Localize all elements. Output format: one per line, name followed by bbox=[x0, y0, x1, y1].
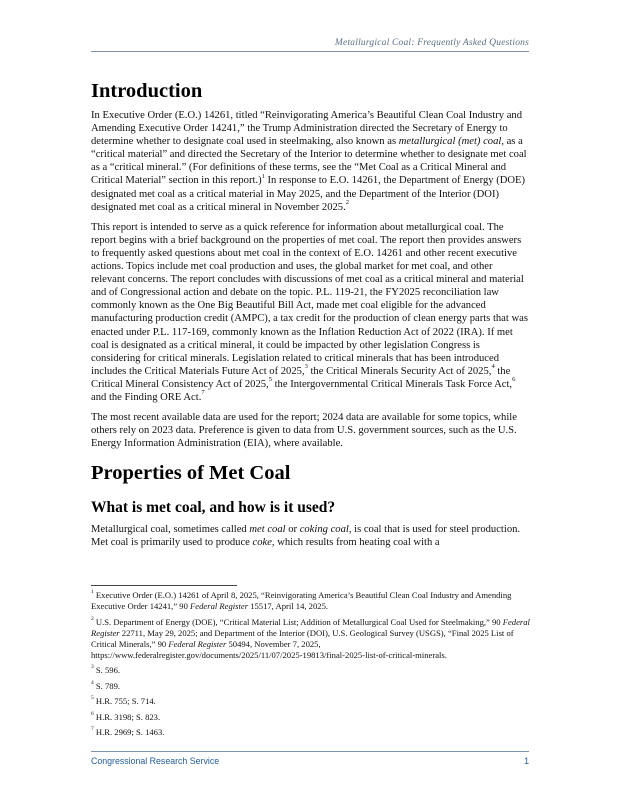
footnote-3: $^3$ S. 596. bbox=[91, 664, 121, 675]
footnote-ref-6[interactable]: 6 bbox=[512, 376, 516, 384]
intro-paragraph-1: In Executive Order (E.O.) 14261, titled “Reinvigorating America’s Beautiful Clean Coal Industry and Amending Executive Order 14241,” the Trump Administration directed the Secretary of Energy to determine whether to designate coal used in steelmaking, also known as metallurgical (met) coal, as a “critical material” and directed the Secretary of the Interior to determine whether to designate met coal as a “critical mineral.” (For definitions of these terms, see the “Met Coal as a Critical Mineral and Critical Material” section in this report.)$^1$ In response to E.O. 14261, the Department of Energy (DOE) designated met coal as a critical material in May 2025, and the Department of the Interior (DOI) designated met coal as a critical mineral in November 2025.$^2$ bbox=[91, 110, 527, 213]
footer-divider bbox=[91, 751, 529, 752]
footnote-ref-1[interactable]: 1 bbox=[261, 172, 265, 180]
footer-source: Congressional Research Service bbox=[91, 756, 220, 766]
footnote-ref-5[interactable]: 5 bbox=[268, 376, 272, 384]
footnote-7: $^7$ H.R. 2969; S. 1463. bbox=[91, 726, 165, 737]
footnote-2: $^2$ U.S. Department of Energy (DOE), “Critical Material List; Addition of Metallurgical Coal Used for Steelmaking,” 90 Federal Register 22711, May 29, 2025; and Department of the Interior (DOI), U.S. Geological Survey (USGS), “Final 2025 List of Critical Minerals,” 90 Federal Register 50494, November 7, 2025, https://www.federalregister.gov/documents/2025/11/07/2025-19813/final-2025-list-of-critical-minerals. bbox=[91, 615, 530, 660]
intro-paragraph-3: The most recent available data are used for the report; 2024 data are available for some topics, while others rely on 2023 data. Preference is given to data from U.S. government sources, such as the U.S. Energy Information Administration (EIA), where available. bbox=[91, 412, 517, 450]
footnote-ref-3[interactable]: 3 bbox=[304, 363, 308, 371]
footnote-ref-7[interactable]: 7 bbox=[201, 389, 205, 397]
footnote-5: $^5$ H.R. 755; S. 714. bbox=[91, 695, 156, 706]
footnote-divider bbox=[91, 585, 237, 586]
met-coal-usage-heading: What is met coal, and how is it used? bbox=[91, 499, 336, 517]
footnote-ref-2[interactable]: 2 bbox=[345, 199, 349, 207]
footnote-ref-4[interactable]: 4 bbox=[491, 363, 495, 371]
page-number: 1 bbox=[524, 756, 529, 766]
footnote-6: $^6$ H.R. 3198; S. 823. bbox=[91, 710, 161, 722]
running-header: Metallurgical Coal: Frequently Asked Questions bbox=[334, 38, 529, 48]
intro-paragraph-2: This report is intended to serve as a quick reference for information about metallurgical coal. The report begins with a brief background on the properties of met coal. The report then provides answers to frequently asked questions about met coal in the context of E.O. 14261 and other recent executive actions. Topics include met coal production and uses, the global market for met coal, and other relevant concerns. The report concludes with discussions of met coal as a critical mineral and material and of Congressional action and debate on the topic. P.L. 119-21, the FY2025 reconciliation law commonly known as the One Big Beautiful Bill Act, made met coal eligible for the advanced manufacturing production credit (AMPC), a tax credit for the production of clean energy parts that was enacted under P.L. 117-169, commonly known as the Inflation Reduction Act of 2022 (IRA). If met coal is designated as a critical mineral, it could be impacted by other legislation Congress is considering for critical minerals. Legislation related to critical minerals that has been introduced includes the Critical Materials Future Act of 2025,$^3$ the Critical Minerals Security Act of 2025,$^4$ the Critical Mineral Consistency Act of 2025,$^5$ the Intergovernmental Critical Minerals Task Force Act,$^6$ and the Finding ORE Act.$^7$ bbox=[91, 221, 528, 403]
main-content bbox=[91, 80, 529, 557]
introduction-heading: Introduction bbox=[91, 80, 203, 102]
footnote-4: $^4$ S. 789. bbox=[91, 679, 121, 691]
footnote-1: $^1$ Executive Order (E.O.) 14261 of April 8, 2025, “Reinvigorating America’s Beautiful Clean Coal Industry and Amending Executive Order 14241,” 90 Federal Register 15517, April 14, 2025. bbox=[91, 589, 512, 611]
footnotes bbox=[91, 590, 531, 743]
properties-heading: Properties of Met Coal bbox=[91, 462, 291, 485]
header-divider bbox=[91, 51, 529, 52]
met-coal-paragraph: Metallurgical coal, sometimes called met coal or coking coal, is coal that is used for steel production. Met coal is primarily used to produce coke, which results from heating coal with a bbox=[91, 524, 521, 549]
